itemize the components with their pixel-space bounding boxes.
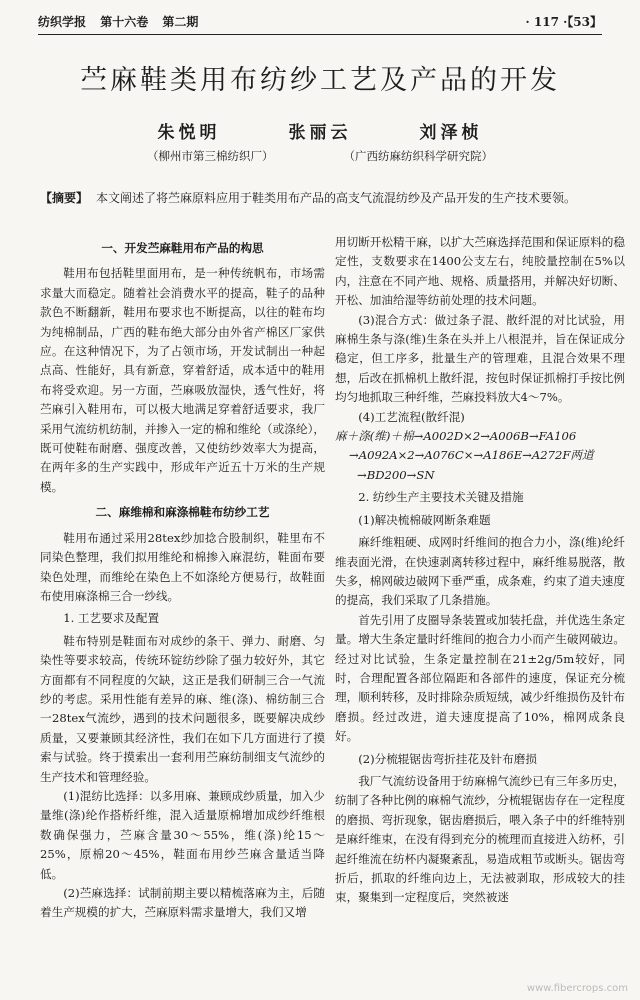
author-2: 张丽云: [288, 123, 352, 143]
abstract-text: 本文阐述了将苎麻原料应用于鞋类用布产品的高支气流混纺纱及产品开发的生产技术要领。: [96, 191, 577, 205]
article-title: 苎麻鞋类用布纺纱工艺及产品的开发: [80, 65, 560, 96]
paragraph: 鞋用布通过采用28tex纱加捻合股制织，鞋里布不同染色整理，我们拟用维纶和棉掺入麻混纺，鞋面布要染色处理，而维纶在染色上不如涤纶方便易行，故鞋面布使用麻涤棉三合一纱线。: [40, 530, 325, 603]
abstract-label: 【摘要】: [40, 191, 89, 205]
page-number: · 117 ·【53】: [525, 14, 602, 29]
affiliation-2: （广西纺麻纺织科学研究院）: [343, 149, 493, 163]
process-flow-line: →A092A×2→A076C×→A186E→A272F两道: [349, 448, 594, 463]
author-list: [0, 118, 640, 143]
affiliation-list: [0, 148, 640, 164]
paragraph: 鞋布特别是鞋面布对成纱的条干、弹力、耐磨、匀染性等要求较高，传统环锭纺纱除了强力较好外，其它方面都有不同程度的欠缺，这正是我们研制三合一气流纱的考虑。采用性能有差异的麻、维(涤)、棉纺制三合一28tex气流纱，遇到的技术问题很多，既要解决成纱质量，又要兼顾其经济性，我们在如下几方面进行了摸索与试验。终于摸索出一套利用苎麻纺制细支气流纱的生产技术和管理经验。: [40, 633, 325, 784]
paragraph: 用切断开松精干麻，以扩大苎麻选择范围和保证原料的稳定性，支数要求在1400公支左右，纯胶量控制在5%以内，注意在不同产地、规格、质量搭用，并解决好切断、开松、加油给湿等纺前处理的技术问题。: [335, 235, 625, 308]
affiliation-1: （柳州市第三棉纺织厂）: [147, 149, 274, 163]
watermark: www.fibercrops.com: [526, 983, 628, 994]
process-flow-line: 麻＋涤(维)＋棉→A002D×2→A006B→FA106: [335, 429, 577, 444]
process-flow-line: →BD200→SN: [357, 467, 435, 482]
paragraph: (4)工艺流程(散纤混): [358, 409, 465, 424]
issue: 第二期: [162, 14, 199, 29]
paragraph: 麻纤维粗硬、成网时纤维间的抱合力小，涤(维)纶纤维表面光滑，在快速剥离转移过程中，麻纤维易脱落，散失多，棉网破边破网下垂严重，成条难，约束了道夫速度的提高，我们采取了几条措施。: [335, 535, 625, 608]
subsection-heading: (1)解决梳棉破网断条难题: [358, 512, 491, 527]
section-heading-2: 二、麻维棉和麻涤棉鞋布纺纱工艺: [95, 505, 270, 520]
author-3: 刘泽桢: [419, 123, 483, 143]
paragraph: (3)混合方式：做过条子混、散纤混的对比试验，用麻棉生条与涤(维)生条在头并上八根混并，旨在保证成分稳定，但工序多，批量生产的管理难，且混合效果不理想，后改在抓棉机上散纤混，按包时保证抓棉打手按比例均匀地抓取三种纤维，苎麻投料放大4～7%。: [335, 312, 625, 405]
journal-name: 纺织学报: [38, 14, 87, 29]
subsection-heading: (2)分梳辊锯齿弯折挂花及针布磨损: [358, 751, 537, 766]
journal-info: [38, 13, 208, 30]
subsection-heading: 2. 纺纱生产主要技术关键及措施: [358, 490, 524, 505]
paragraph: (1)混纺比选择：以多用麻、兼顾成纱质量，加入少量维(涤)纶作搭桥纤维，混入适量原棉增加成纱纤维根数确保强力，苎麻含量30～55%，维(涤)纶15～25%，原棉20～45%，鞋面布用纱苎麻含量适当降低。: [40, 788, 325, 881]
author-1: 朱悦明: [157, 123, 221, 143]
left-column: [40, 233, 325, 923]
paragraph: 鞋用布包括鞋里面用布，是一种传统帆布，市场需求量大而稳定。随着社会消费水平的提高，鞋子的品种款色不断翻新，鞋用布要求也不断提高，以往的鞋布均为纯棉制品，广西的鞋布绝大部分由外省产棉区厂家供应。在这种情况下，为了占领市场，开发试制出一种起点高、性能好，具有新意，穿着舒适，成本适中的鞋用布将受欢迎。另一方面，苎麻吸放湿快，透气性好，将苎麻引入鞋用布，可以极大地满足穿着舒适要求，我厂采用气流纺机纺制，并掺入一定的棉和维纶（或涤纶），既可使鞋布耐磨、强度改善，又使纺纱效率大为提高，在两年多的生产实践中，形成年产近五十万米的生产规模。: [40, 266, 325, 494]
volume: 第十六卷: [100, 14, 149, 29]
section-heading-1: 一、开发苎麻鞋用布产品的构思: [101, 241, 264, 255]
subsection-heading: 1. 工艺要求及配置: [63, 611, 160, 626]
running-header: [38, 8, 602, 35]
right-column: [335, 233, 625, 908]
paragraph: (2)苎麻选择：试制前期主要以精梳落麻为主，后随着生产规模的扩大，苎麻原料需求量增大，我们又增: [40, 886, 325, 920]
paragraph: 我厂气流纺设备用于纺麻棉气流纱已有三年多历史，纺制了各种比例的麻棉气流纱，分梳辊锯齿存在一定程度的磨损、弯折现象，锯齿磨损后，喂入条子中的纤维特别是麻纤维束，在没有得到充分的梳理而直接进入纺杯，引起纤维流在纺杯内凝聚紊乱，易造成粗节或断头。锯齿弯折后，抓取的纤维向边上，无法被剥取，形成较大的挂束，聚集到一定程度后，突然被迷: [335, 773, 625, 905]
paragraph: 首先引用了皮圈导条装置或加装托盘，并优选生条定量。增大生条定量时纤维间的抱合力小而产生破网破边。经过对比试验，生条定量控制在21±2g/5m较好，同时，合理配置各部位隔距和各部件的速度，保证充分梳理，顺利转移，及时排除杂质短绒，减少纤维损伤及针布磨损。经过改进，道夫速度提高了10%，棉网成条良好。: [335, 612, 625, 744]
abstract: [40, 188, 602, 208]
